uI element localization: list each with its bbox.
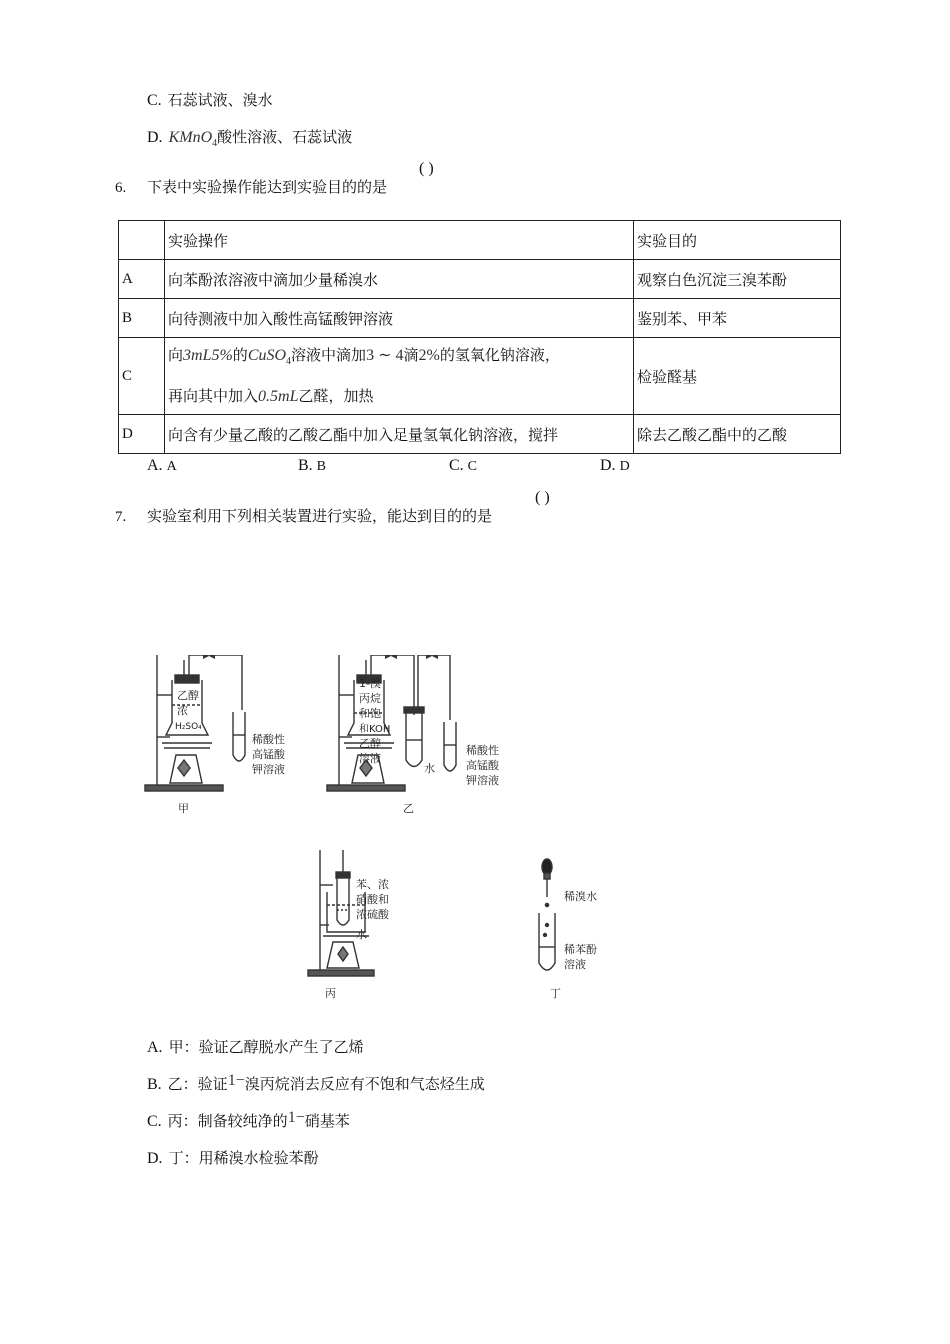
table-row (119, 338, 841, 415)
option-text: 石蕊试液、溴水 (167, 91, 273, 109)
header-cell (119, 221, 165, 260)
table-row (119, 415, 841, 454)
yi-right-label-1: 高锰酸 (466, 759, 499, 772)
yi-left-label-0: 1-溴 (359, 677, 381, 690)
q7-option-c[interactable] (147, 1110, 350, 1133)
option-label: B. (298, 457, 313, 474)
bing-label-0: 苯、浓 (356, 878, 389, 891)
op-text: 乙醛，加热 (298, 387, 374, 405)
formula: KMnO (168, 129, 213, 146)
yi-left-label-2: 和饱 (359, 707, 381, 720)
question-text: 下表中实验操作能达到实验目的的是 (147, 178, 388, 196)
op-formula: CuSO (247, 347, 287, 364)
option-math: 1− (287, 1109, 305, 1126)
table-row (119, 260, 841, 299)
option-label: D. (147, 1150, 163, 1167)
q7-stem (115, 505, 492, 528)
q5-option-c (147, 89, 273, 112)
table-header-row (119, 221, 841, 260)
option-text: 丁：用稀溴水检验苯酚 (168, 1149, 319, 1167)
option-label: D. (147, 129, 163, 146)
jia-right-label-0: 稀酸性 (252, 733, 285, 746)
apparatus-yi (327, 655, 456, 791)
option-label: D. (600, 457, 616, 474)
q7-option-a[interactable] (147, 1036, 364, 1059)
row-operation (165, 338, 634, 415)
option-text: 乙：验证 (167, 1075, 228, 1093)
op-math-volume: 3mL5% (183, 347, 233, 364)
yi-left-label-5: 溶液 (359, 752, 381, 765)
option-value: B (316, 459, 327, 474)
row-operation: 向待测液中加入酸性高锰酸钾溶液 (165, 299, 634, 338)
q5-option-d (147, 126, 352, 155)
q6-option-c[interactable] (449, 456, 477, 475)
op-text: 溶液中滴加 (291, 346, 367, 364)
option-label: C. (147, 1113, 162, 1130)
header-cell: 实验操作 (165, 221, 634, 260)
jia-left-label-0: 乙醇 (177, 689, 199, 702)
option-label: A. (147, 457, 163, 474)
bing-label-1: 硝酸和 (356, 893, 389, 906)
answer-paren: ( ) (419, 160, 434, 177)
question-text: 实验室利用下列相关装置进行实验，能达到目的的是 (147, 507, 493, 525)
row-id: D (119, 415, 165, 454)
jia-right-label-1: 高锰酸 (252, 748, 285, 761)
option-text: 丙：制备较纯净的 (167, 1112, 288, 1130)
bing-label-2: 浓硫酸 (356, 908, 389, 921)
jia-right-label-2: 钾溶液 (252, 763, 285, 776)
option-text: 硝基苯 (304, 1112, 350, 1130)
q6-option-a[interactable] (147, 456, 177, 475)
bing-water-label: 水 (356, 928, 367, 941)
option-label: B. (147, 1076, 162, 1093)
op-text: 的氢氧化钠溶液， (439, 346, 560, 364)
option-value: D (619, 459, 630, 474)
op-text: 的 (232, 346, 248, 364)
option-math: 1− (227, 1072, 245, 1089)
q6-option-d[interactable] (600, 456, 630, 475)
op-text: 向 (168, 346, 184, 364)
yi-mid-label: 水 (424, 762, 435, 775)
option-label: C. (147, 92, 162, 109)
yi-left-label-1: 丙烷 (359, 692, 381, 705)
row-goal: 观察白色沉淀三溴苯酚 (634, 260, 841, 299)
option-label: C. (449, 457, 464, 474)
ding-bottom-label-1: 溶液 (564, 958, 586, 971)
yi-right-label-0: 稀酸性 (466, 744, 499, 757)
bing-caption: 丙 (325, 987, 336, 1000)
row-id: C (119, 338, 165, 415)
formula-sub: 4 (212, 138, 218, 149)
row-id: A (119, 260, 165, 299)
question-number: 7. (115, 509, 127, 525)
row-goal: 除去乙酸乙酯中的乙酸 (634, 415, 841, 454)
apparatus-ding (539, 859, 555, 970)
option-text: 甲：验证乙醇脱水产生了乙烯 (168, 1038, 364, 1056)
row-id: B (119, 299, 165, 338)
op-math-range: 3 ∼ 4 (366, 347, 404, 364)
header-cell: 实验目的 (634, 221, 841, 260)
option-value: A (166, 459, 177, 474)
yi-caption: 乙 (403, 802, 414, 815)
op-formula-sub: 4 (286, 356, 292, 367)
jia-caption: 甲 (178, 802, 189, 815)
row-operation: 向苯酚浓溶液中滴加少量稀溴水 (165, 260, 634, 299)
ding-top-label: 稀溴水 (564, 890, 597, 903)
experiment-table (118, 220, 841, 454)
jia-left-label-2: H₂SO₄ (175, 722, 202, 732)
op-text: 滴 (403, 346, 419, 364)
ding-bottom-label-0: 稀苯酚 (564, 943, 597, 956)
q7-option-b[interactable] (147, 1073, 485, 1096)
yi-left-label-3: 和KOH (359, 724, 391, 735)
ding-caption: 丁 (550, 987, 561, 1000)
q6-option-b[interactable] (298, 456, 326, 475)
option-text: 溴丙烷消去反应有不饱和气态烃生成 (244, 1075, 485, 1093)
yi-left-label-4: 乙醇 (359, 737, 381, 750)
table-row (119, 299, 841, 338)
op-math-percent: 2% (418, 347, 440, 364)
yi-right-label-2: 钾溶液 (466, 774, 499, 787)
op-text: 再向其中加入 (168, 387, 259, 405)
q7-option-d[interactable] (147, 1147, 319, 1170)
answer-paren: ( ) (535, 489, 550, 506)
row-operation: 向含有少量乙酸的乙酸乙酯中加入足量氢氧化钠溶液，搅拌 (165, 415, 634, 454)
jia-left-label-1: 浓 (177, 704, 188, 717)
op-math (183, 347, 233, 364)
option-label: A. (147, 1039, 163, 1056)
row-goal: 检验醛基 (634, 338, 841, 415)
option-value: C (467, 459, 478, 474)
op-math-volume (258, 388, 298, 405)
option-text: 酸性溶液、石蕊试液 (217, 128, 353, 146)
op-math-volume-value: 0.5mL (258, 388, 299, 405)
question-number: 6. (115, 180, 127, 196)
row-goal: 鉴别苯、甲苯 (634, 299, 841, 338)
apparatus-figure (140, 655, 620, 1005)
q6-stem (115, 176, 387, 199)
